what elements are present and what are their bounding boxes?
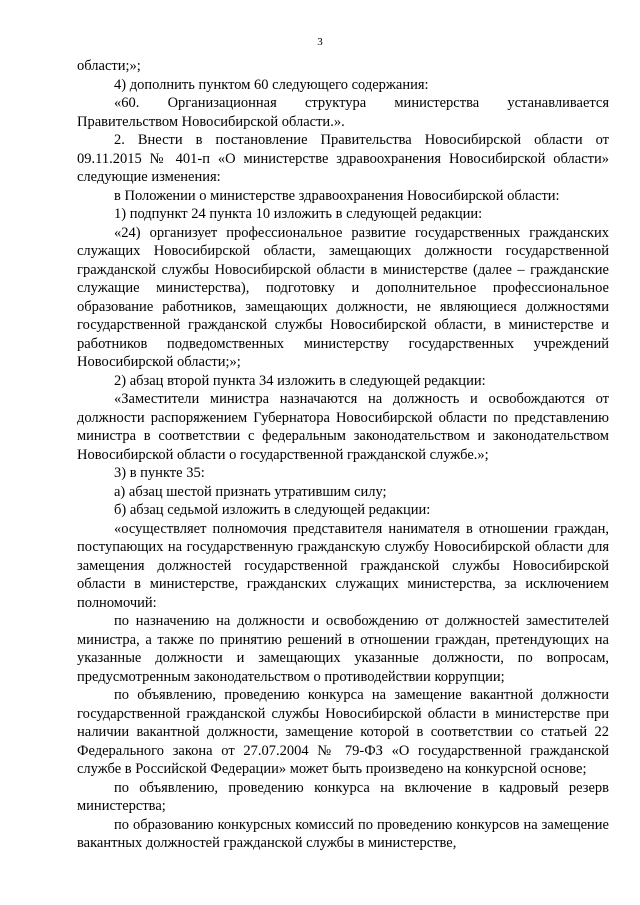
paragraph: 2) абзац второй пункта 34 изложить в следующей редакции: [114,372,486,389]
paragraph: по назначению на должности и освобождению от должностей заместителей министра, а также по принятию решений в отношении граждан, претендующих на указанные должности и замещающих указанные должности, по вопросам, предусмотренным законодательством о противодействии коррупции; [77,613,609,685]
paragraph: по объявлению, проведению конкурса на замещение вакантной должности государственной гражданской службы Новосибирской области в министерстве при наличии вакантной должности, замещение которой в соответствии со статьей 22 Федерального закона от 27.07.2004 № 79-ФЗ «О государственной гражданской службе в Российской Федерации» может быть произведено на конкурсной основе; [77,687,609,777]
page-number: 3 [317,36,323,48]
paragraph: а) абзац шестой признать утратившим силу; [114,483,387,500]
paragraph: «24) организует профессиональное развитие государственных гражданских служащих Новосибирской области, замещающих должности государственной гражданской службы Новосибирской области в министерстве (далее – гражданские служащие министерства), подготовку и дополнительное профессиональное образование работников, замещающих должности, не являющиеся должностями государственной гражданской службы Новосибирской области, в министерстве и работников подведомственных министерству государственных учреждений Новосибирской области;»; [77,224,609,370]
paragraph: 3) в пункте 35: [114,465,205,481]
paragraph: в Положении о министерстве здравоохранения Новосибирской области: [114,187,560,204]
document-body [77,57,609,853]
paragraph: «Заместители министра назначаются на должность и освобождаются от должности распоряжением Губернатора Новосибирской области по представлению министра в соответствии с федеральным законодательством и законодательством Новосибирской области о государственной гражданской службе.»; [77,391,609,463]
paragraph: 1) подпункт 24 пункта 10 изложить в следующей редакции: [114,206,483,222]
paragraph: по объявлению, проведению конкурса на включение в кадровый резерв министерства; [77,779,609,814]
paragraph: «60. Организационная структура министерства устанавливается Правительством Новосибирской области.». [77,95,609,130]
paragraph: 4) дополнить пунктом 60 следующего содержания: [114,76,429,93]
paragraph: 2. Внести в постановление Правительства Новосибирской области от 09.11.2015 № 401-п «О министерстве здравоохранения Новосибирской области» следующие изменения: [77,132,609,185]
paragraph: «осуществляет полномочия представителя нанимателя в отношении граждан, поступающих на государственную гражданскую службу Новосибирской области для замещения должностей государственной гражданской службы Новосибирской области в министерстве, гражданских служащих министерства, за исключением полномочий: [77,520,609,611]
paragraph: б) абзац седьмой изложить в следующей редакции: [114,502,431,518]
paragraph: по образованию конкурсных комиссий по проведению конкурсов на замещение вакантных должностей гражданской службы в министерстве, [77,816,609,851]
paragraph: области;»; [77,58,141,74]
